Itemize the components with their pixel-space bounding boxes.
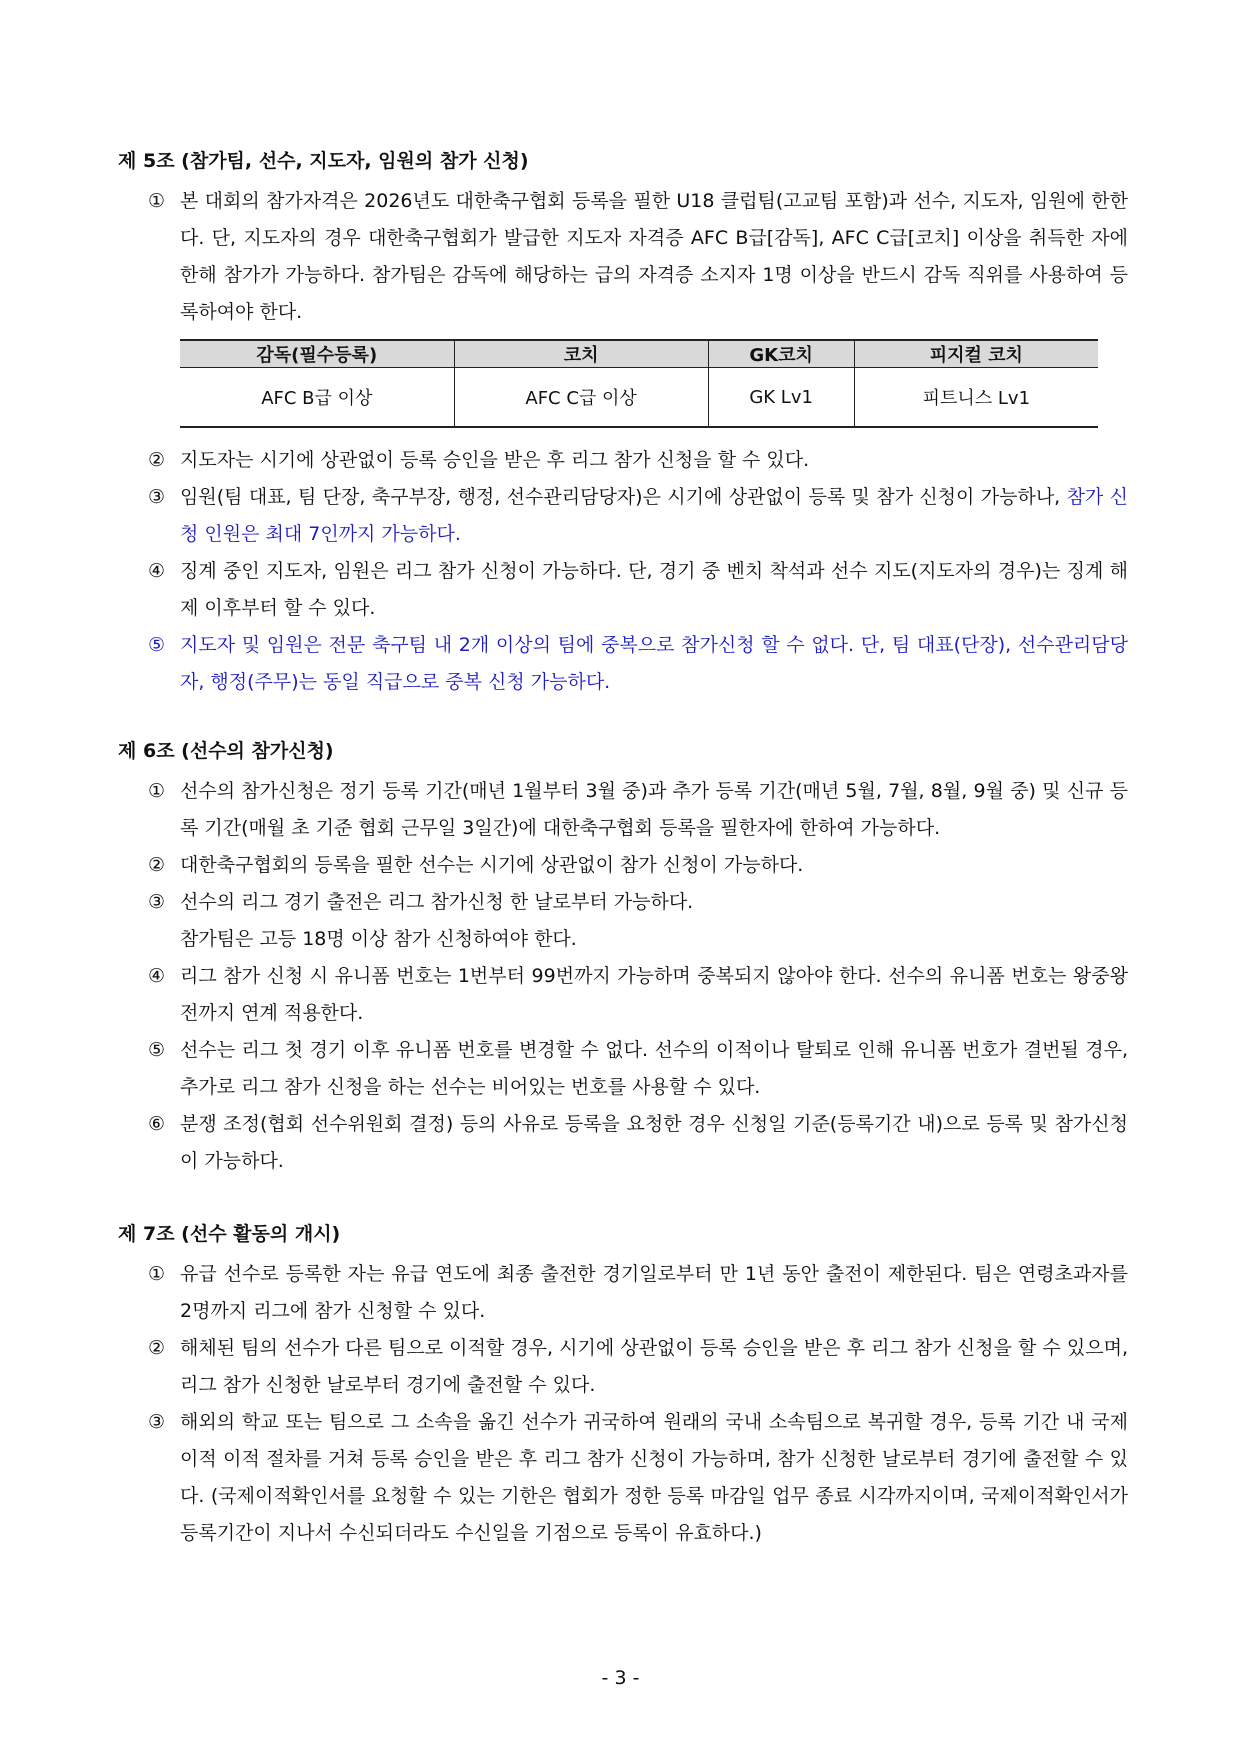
item-text: 리그 참가 신청 시 유니폼 번호는 1번부터 99번까지 가능하며 중복되지 않아야 한다. 선수의 유니폼 번호는 왕중왕전까지 연계 적용한다.: [180, 965, 1128, 1024]
item-text: 본 대회의 참가자격은 2026년도 대한축구협회 등록을 필한 U18 클럽팀(고교팀 포함)과 선수, 지도자, 임원에 한한다. 단, 지도자의 경우 대한축구협회가 발급한 지도자 자격증 AFC B급[감독], AFC C급[코치] 이상을 취득한 자에 한해 참가가 가능하다. 참가팀은 감독에 해당하는 급의 자격증 소지자 1명 이상을 반드시 감독 직위를 사용하여 등록하여야 한다.: [180, 190, 1128, 323]
item-text: 해외의 학교 또는 팀으로 그 소속을 옮긴 선수가 귀국하여 원래의 국내 소속팀으로 복귀할 경우, 등록 기간 내 국제이적 이적 절차를 거쳐 등록 승인을 받은 후 리그 참가 신청이 가능하며, 참가 신청한 날로부터 경기에 출전할 수 있다. (국제이적확인서를 요청할 수 있는 기한은 협회가 정한 등록 마감일 업무 종료 시각까지이며, 국제이적확인서가 등록기간이 지나서 수신되더라도 수신일을 기점으로 등록이 유효하다.): [180, 1411, 1128, 1544]
item-number: ①: [148, 190, 166, 212]
article-5-item-1: [118, 183, 1128, 331]
article-5-item-5: [118, 627, 1128, 701]
item-number: ④: [148, 965, 166, 987]
item-number: ②: [148, 449, 166, 471]
item-number: ②: [148, 1337, 166, 1359]
article-5-item-3: [118, 479, 1128, 553]
article-6-item-3: [118, 884, 1128, 921]
item-text: 대한축구협회의 등록을 필한 선수는 시기에 상관없이 참가 신청이 가능하다.: [180, 854, 804, 876]
article-6-item-1: [118, 773, 1128, 847]
table-header-cell: 코치: [454, 340, 708, 368]
article-6-item-6: [118, 1106, 1128, 1180]
item-text: 선수의 참가신청은 정기 등록 기간(매년 1월부터 3월 중)과 추가 등록 기간(매년 5월, 7월, 8월, 9월 중) 및 신규 등록 기간(매월 초 기준 협회 근무일 3일간)에 대한축구협회 등록을 필한자에 한하여 가능하다.: [180, 780, 1128, 839]
article-5-item-4: [118, 553, 1128, 627]
table-cell: GK Lv1: [708, 368, 854, 428]
page-number: - 3 -: [601, 1667, 640, 1689]
coach-license-table: [180, 339, 1098, 428]
article-7-item-1: [118, 1256, 1128, 1330]
item-text: 징계 중인 지도자, 임원은 리그 참가 신청이 가능하다. 단, 경기 중 벤치 착석과 선수 지도(지도자의 경우)는 징계 해제 이후부터 할 수 있다.: [180, 560, 1128, 619]
article-7-heading: 제 7조 (선수 활동의 개시): [118, 1223, 341, 1245]
table-cell: AFC C급 이상: [454, 368, 708, 428]
item-number: ①: [148, 1263, 166, 1285]
table-row: [180, 368, 1098, 428]
table-header-cell: 감독(필수등록): [180, 340, 454, 368]
item-text: 임원(팀 대표, 팀 단장, 축구부장, 행정, 선수관리담당자)은 시기에 상관없이 등록 및 참가 신청이 가능하나,: [180, 486, 1067, 508]
article-5-item-2: [118, 442, 1128, 479]
article-7-item-3: [118, 1404, 1128, 1552]
item-number: ⑤: [148, 634, 166, 656]
item-text: 해체된 팀의 선수가 다른 팀으로 이적할 경우, 시기에 상관없이 등록 승인을 받은 후 리그 참가 신청을 할 수 있으며, 리그 참가 신청한 날로부터 경기에 출전할 수 있다.: [180, 1337, 1128, 1396]
item-text: 분쟁 조정(협회 선수위원회 결정) 등의 사유로 등록을 요청한 경우 신청일 기준(등록기간 내)으로 등록 및 참가신청이 가능하다.: [180, 1113, 1128, 1172]
item-number: ④: [148, 560, 166, 582]
item-text: 선수의 리그 경기 출전은 리그 참가신청 한 날로부터 가능하다.: [180, 891, 694, 913]
item-number: ⑤: [148, 1039, 166, 1061]
item-number: ②: [148, 854, 166, 876]
item-number: ③: [148, 486, 166, 508]
item-number: ⑥: [148, 1113, 166, 1135]
article-7: [118, 1219, 1128, 1552]
item-text: 선수는 리그 첫 경기 이후 유니폼 번호를 변경할 수 없다. 선수의 이적이나 탈퇴로 인해 유니폼 번호가 결번될 경우, 추가로 리그 참가 신청을 하는 선수는 비어있는 번호를 사용할 수 있다.: [180, 1039, 1128, 1098]
article-6-item-5: [118, 1032, 1128, 1106]
article-6-item-3-note: 참가팀은 고등 18명 이상 참가 신청하여야 한다.: [180, 928, 577, 950]
item-text-highlight: 참가 신청 인원은 최대 7인까지 가능하다.: [180, 486, 1128, 545]
item-text: 지도자 및 임원은 전문 축구팀 내 2개 이상의 팀에 중복으로 참가신청 할 수 없다. 단, 팀 대표(단장), 선수관리담당자, 행정(주무)는 동일 직급으로 중복 신청 가능하다.: [180, 634, 1128, 693]
article-5: [118, 146, 1128, 701]
article-6-item-2: [118, 847, 1128, 884]
article-6-item-4: [118, 958, 1128, 1032]
table-cell: 피트니스 Lv1: [854, 368, 1098, 428]
article-7-item-2: [118, 1330, 1128, 1404]
article-6: [118, 736, 1128, 1180]
table-header-cell: GK코치: [708, 340, 854, 368]
table-header-cell: 피지컬 코치: [854, 340, 1098, 368]
item-number: ③: [148, 1411, 166, 1433]
item-text: 유급 선수로 등록한 자는 유급 연도에 최종 출전한 경기일로부터 만 1년 동안 출전이 제한된다. 팀은 연령초과자를 2명까지 리그에 참가 신청할 수 있다.: [180, 1263, 1128, 1322]
table-header-row: [180, 340, 1098, 368]
item-text: 지도자는 시기에 상관없이 등록 승인을 받은 후 리그 참가 신청을 할 수 있다.: [180, 449, 810, 471]
item-number: ③: [148, 891, 166, 913]
table-cell: AFC B급 이상: [180, 368, 454, 428]
article-5-heading: 제 5조 (참가팀, 선수, 지도자, 임원의 참가 신청): [118, 150, 529, 172]
article-6-heading: 제 6조 (선수의 참가신청): [118, 740, 334, 762]
item-number: ①: [148, 780, 166, 802]
